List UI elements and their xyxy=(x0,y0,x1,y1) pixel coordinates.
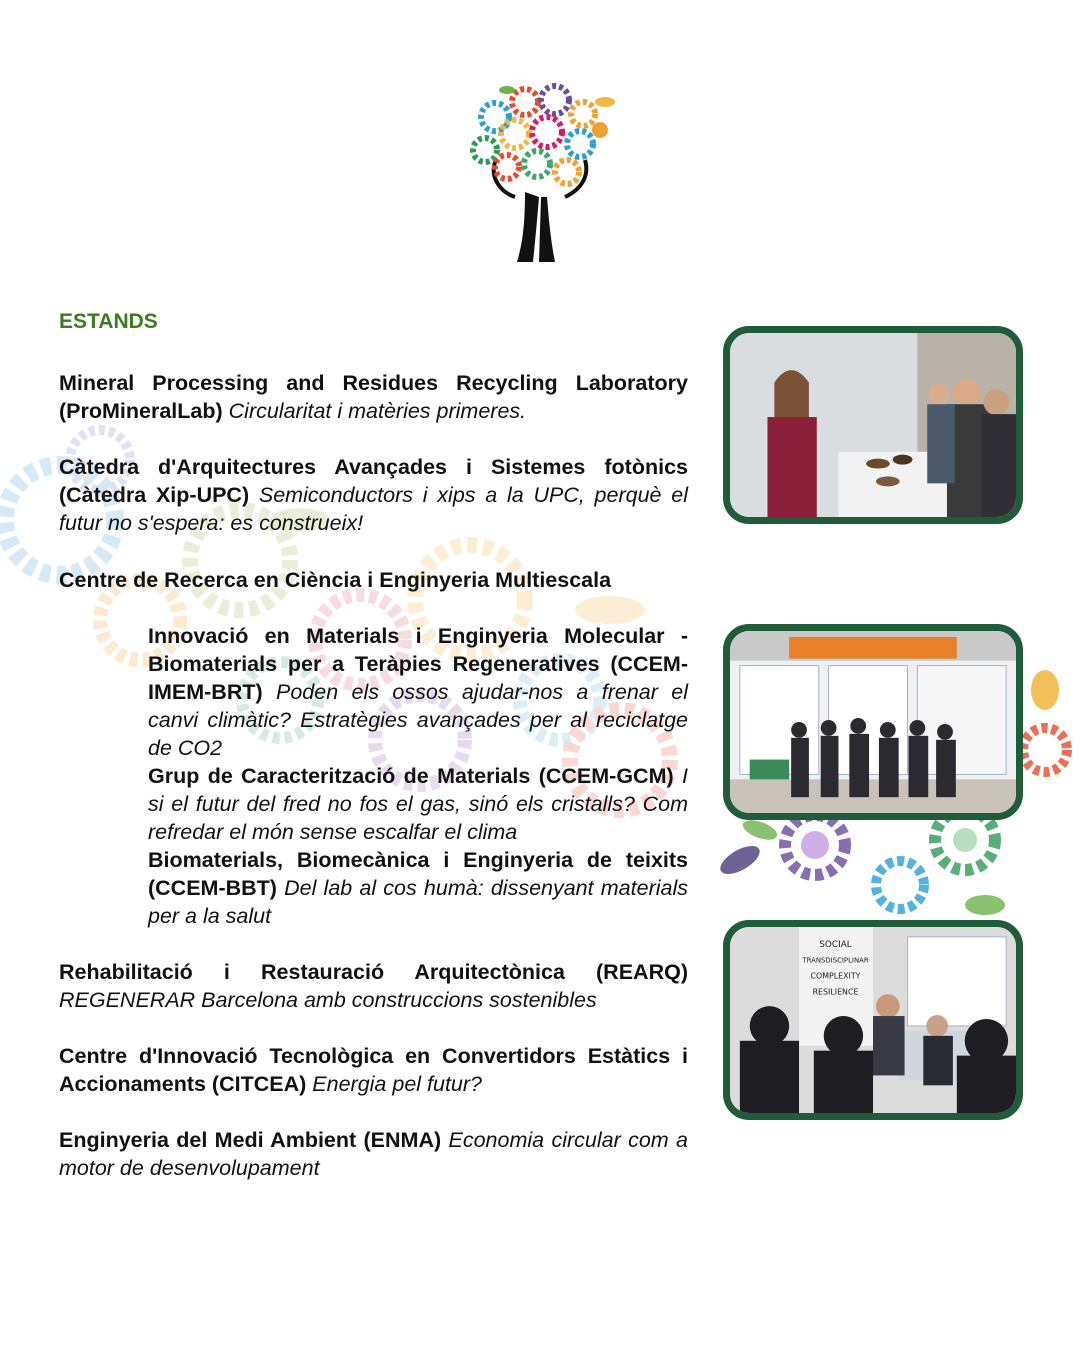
stand-entry xyxy=(59,958,688,1014)
stand-name: Càtedra d'Arquitectures Avançades i Sistemes fotònics (Càtedra Xip-UPC) xyxy=(59,455,688,507)
stand-tagline: Poden els ossos ajudar-nos a frenar el canvi climàtic? Estratègies avançades per al reciclatge de CO2 xyxy=(148,680,688,760)
stand-name: Enginyeria del Medi Ambient (ENMA) xyxy=(59,1128,442,1152)
sign-line: COMPLEXITY xyxy=(810,971,861,981)
section-title: ESTANDS xyxy=(59,310,158,333)
stand-photo-illustration xyxy=(730,333,1016,517)
stand-tagline: Circularitat i matèries primeres. xyxy=(228,399,527,423)
stand-name: Centre de Recerca en Ciència i Enginyeria Multiescala xyxy=(59,568,612,592)
gear-tree-logo xyxy=(455,72,625,267)
stand-name: Mineral Processing and Residues Recycling Laboratory (ProMineralLab) xyxy=(59,371,688,423)
stand-entry xyxy=(59,1042,688,1098)
stand-tagline: Economia circular com a motor de desenvolupament xyxy=(59,1128,688,1180)
sub-stand-entry xyxy=(148,762,688,846)
stand-tagline: Del lab al cos humà: dissenyant materials per a la salut xyxy=(148,876,688,928)
sub-stand-entry xyxy=(148,622,688,762)
sub-stand-entry xyxy=(148,846,688,930)
stand-name: Biomaterials, Biomecànica i Enginyeria de teixits (CCEM-BBT) xyxy=(148,848,688,900)
stand-entry xyxy=(59,453,688,537)
stand-photo xyxy=(723,920,1023,1120)
stand-tagline: Energia pel futur? xyxy=(312,1072,483,1096)
stand-entry xyxy=(59,369,688,425)
stand-photo xyxy=(723,624,1023,820)
sign-line: RESILIENCE xyxy=(812,987,859,997)
stand-photo-illustration xyxy=(730,631,1016,813)
stand-photo-illustration xyxy=(730,927,1016,1113)
stand-photo xyxy=(723,326,1023,524)
stand-entry xyxy=(59,1126,688,1182)
stand-tagline: REGENERAR Barcelona amb construccions sostenibles xyxy=(59,988,597,1012)
stand-tagline: Semiconductors i xips a la UPC, perquè el futur no s'espera: es construeix! xyxy=(59,483,688,535)
sign-line: TRANSDISCIPLINAR xyxy=(802,956,869,965)
stand-name: Innovació en Materials i Enginyeria Molecular - Biomaterials per a Teràpies Regeneratives (CCEM-IMEM-BRT) xyxy=(148,624,688,704)
stand-name: Centre d'Innovació Tecnològica en Convertidors Estàtics i Accionaments (CITCEA) xyxy=(59,1044,688,1096)
stand-name: Grup de Caracterització de Materials (CCEM-GCM) xyxy=(148,764,674,788)
sign-line: SOCIAL xyxy=(819,939,852,950)
stand-name: Rehabilitació i Restauració Arquitectònica (REARQ) xyxy=(59,960,688,984)
stand-tagline: I si el futur del fred no fos el gas, sinó els cristalls? Com refredar el món sense escalfar el clima xyxy=(148,764,688,844)
stand-entry xyxy=(59,566,688,594)
